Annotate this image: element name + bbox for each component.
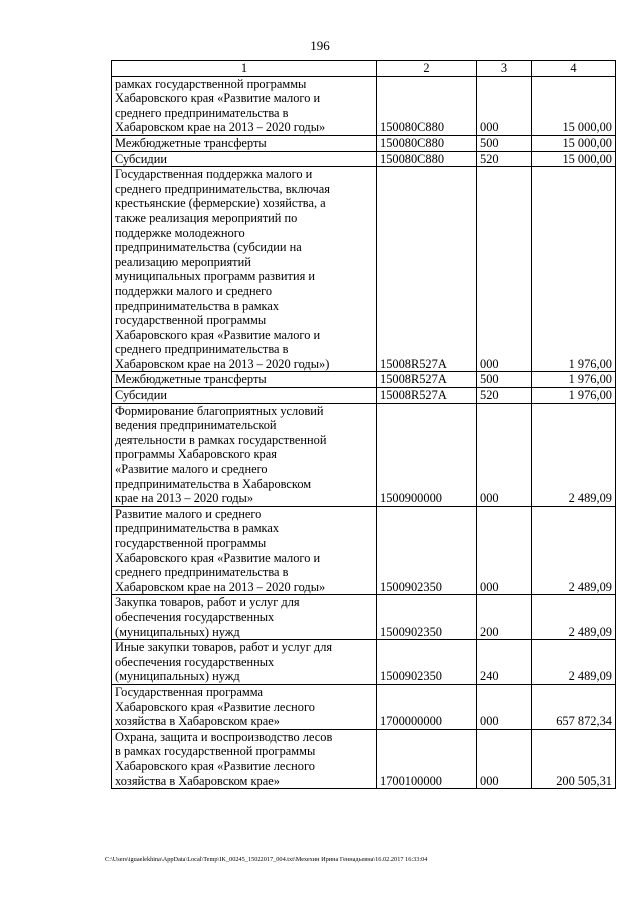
description-line: Иные закупки товаров, работ и услуг для <box>115 640 333 655</box>
row-expense-type: 500 <box>477 135 532 151</box>
row-description <box>112 640 377 685</box>
description-line: Субсидии <box>115 151 167 166</box>
row-expense-type: 520 <box>477 151 532 167</box>
row-description <box>112 76 377 135</box>
table-row <box>112 135 616 151</box>
row-amount: 15 000,00 <box>532 76 616 135</box>
description-line: Государственная поддержка малого и <box>115 167 313 182</box>
row-expense-type: 500 <box>477 372 532 388</box>
row-expense-type: 000 <box>477 167 532 372</box>
row-target-code: 1700000000 <box>377 684 477 729</box>
table-row <box>112 595 616 640</box>
description-line: «Развитие малого и среднего <box>115 462 268 477</box>
header-row <box>112 61 616 77</box>
description-line: (муниципальных) нужд <box>115 669 240 684</box>
table-row <box>112 372 616 388</box>
row-expense-type: 240 <box>477 640 532 685</box>
description-line: государственной программы <box>115 536 267 550</box>
description-line: Закупка товаров, работ и услуг для <box>115 595 300 610</box>
row-target-code: 150080С880 <box>377 151 477 167</box>
description-line: Формирование благоприятных условий <box>115 403 324 418</box>
description-line: (муниципальных) нужд <box>115 624 240 639</box>
description-line: поддержки малого и среднего <box>115 283 273 298</box>
description-line: поддержке молодежного <box>115 225 245 240</box>
description-line: предпринимательства в рамках <box>115 298 280 313</box>
description-line: Хабаровского края «Развитие лесного <box>115 699 315 714</box>
description-line: Хабаровского края «Развитие лесного <box>115 758 315 773</box>
description-line: крае на 2013 – 2020 годы» <box>115 491 254 506</box>
table-row <box>112 640 616 685</box>
row-expense-type: 000 <box>477 403 532 506</box>
description-line: среднего предпринимательства в <box>115 105 289 120</box>
row-amount: 657 872,34 <box>532 684 616 729</box>
description-line: также реализация мероприятий по <box>115 210 298 225</box>
description-line: программы Хабаровского края <box>115 447 277 462</box>
description-line: предпринимательства в Хабаровском <box>115 476 312 491</box>
description-line: обеспечения государственных <box>115 654 275 669</box>
table-row <box>112 684 616 729</box>
row-description <box>112 403 377 506</box>
row-description <box>112 151 377 167</box>
row-target-code: 15008R527A <box>377 388 477 404</box>
description-line: Межбюджетные трансферты <box>115 135 267 150</box>
description-line: Охрана, защита и воспроизводство лесов <box>115 729 333 744</box>
description-line: крестьянские (фермерские) хозяйства, а <box>115 196 326 211</box>
description-line: предпринимательства в рамках <box>115 521 280 536</box>
row-expense-type: 000 <box>477 729 532 788</box>
row-amount: 15 000,00 <box>532 135 616 151</box>
row-amount: 1 976,00 <box>532 388 616 404</box>
description-line: Хабаровском крае на 2013 – 2020 годы» <box>115 120 326 135</box>
row-target-code: 1700100000 <box>377 729 477 788</box>
description-line: государственной программы <box>115 313 267 328</box>
row-target-code: 150080С880 <box>377 76 477 135</box>
row-amount: 200 505,31 <box>532 729 616 788</box>
row-expense-type: 520 <box>477 388 532 404</box>
row-description <box>112 506 377 595</box>
table-row <box>112 403 616 506</box>
row-amount: 15 000,00 <box>532 151 616 167</box>
description-line: среднего предпринимательства в <box>115 565 289 580</box>
description-line: Развитие малого и среднего <box>115 506 262 521</box>
description-line: Хабаровского края «Развитие малого и <box>115 91 321 106</box>
description-line: Хабаровском крае на 2013 – 2020 годы» <box>115 579 326 594</box>
description-line: реализацию мероприятий <box>115 254 251 269</box>
header-col-3: 3 <box>477 61 532 77</box>
budget-table <box>111 60 616 789</box>
row-description <box>112 135 377 151</box>
row-description <box>112 167 377 372</box>
row-amount: 2 489,09 <box>532 506 616 595</box>
table-row <box>112 167 616 372</box>
description-line: деятельности в рамках государственной <box>115 432 327 447</box>
table-body <box>112 61 616 789</box>
description-line: хозяйства в Хабаровском крае» <box>115 773 280 788</box>
row-expense-type: 200 <box>477 595 532 640</box>
row-target-code: 15008R527A <box>377 167 477 372</box>
description-line: ведения предпринимательской <box>115 418 277 433</box>
row-description <box>112 388 377 404</box>
row-amount: 2 489,09 <box>532 640 616 685</box>
description-line: муниципальных программ развития и <box>115 269 316 284</box>
row-target-code: 1500900000 <box>377 403 477 506</box>
table-row <box>112 506 616 595</box>
header-col-2: 2 <box>377 61 477 77</box>
row-description <box>112 684 377 729</box>
row-target-code: 150080С880 <box>377 135 477 151</box>
row-amount: 2 489,09 <box>532 403 616 506</box>
description-line: Межбюджетные трансферты <box>115 372 267 387</box>
row-target-code: 1500902350 <box>377 640 477 685</box>
row-target-code: 1500902350 <box>377 595 477 640</box>
description-line: Хабаровского края «Развитие малого и <box>115 327 321 342</box>
file-path-footer: C:\Users\iguaelekhina\AppData\Local\Temp\IK_00245_15022017_004.txt\Мехехин Ирина Геннадьевна\16.02.2017 16:33:04 <box>105 856 428 863</box>
description-line: среднего предпринимательства, включая <box>115 181 330 196</box>
row-amount: 2 489,09 <box>532 595 616 640</box>
description-line: хозяйства в Хабаровском крае» <box>115 714 280 729</box>
row-expense-type: 000 <box>477 684 532 729</box>
description-line: среднего предпринимательства в <box>115 342 289 357</box>
row-target-code: 1500902350 <box>377 506 477 595</box>
description-line: Хабаровского края «Развитие малого и <box>115 550 321 565</box>
table-row <box>112 388 616 404</box>
page-number: 196 <box>310 38 330 53</box>
description-line: предпринимательства (субсидии на <box>115 240 302 255</box>
row-amount: 1 976,00 <box>532 167 616 372</box>
header-col-1: 1 <box>112 61 377 77</box>
table-row <box>112 151 616 167</box>
row-description <box>112 372 377 388</box>
header-col-4: 4 <box>532 61 616 77</box>
description-line: обеспечения государственных <box>115 609 275 624</box>
description-line: Хабаровском крае на 2013 – 2020 годы») <box>115 356 330 371</box>
row-expense-type: 000 <box>477 506 532 595</box>
description-line: рамках государственной программы <box>115 76 307 91</box>
row-description <box>112 595 377 640</box>
description-line: в рамках государственной программы <box>115 744 316 759</box>
table-row <box>112 76 616 135</box>
row-description <box>112 729 377 788</box>
description-line: Государственная программа <box>115 684 263 699</box>
table-row <box>112 729 616 788</box>
row-expense-type: 000 <box>477 76 532 135</box>
row-amount: 1 976,00 <box>532 372 616 388</box>
row-target-code: 15008R527A <box>377 372 477 388</box>
description-line: Субсидии <box>115 388 167 403</box>
